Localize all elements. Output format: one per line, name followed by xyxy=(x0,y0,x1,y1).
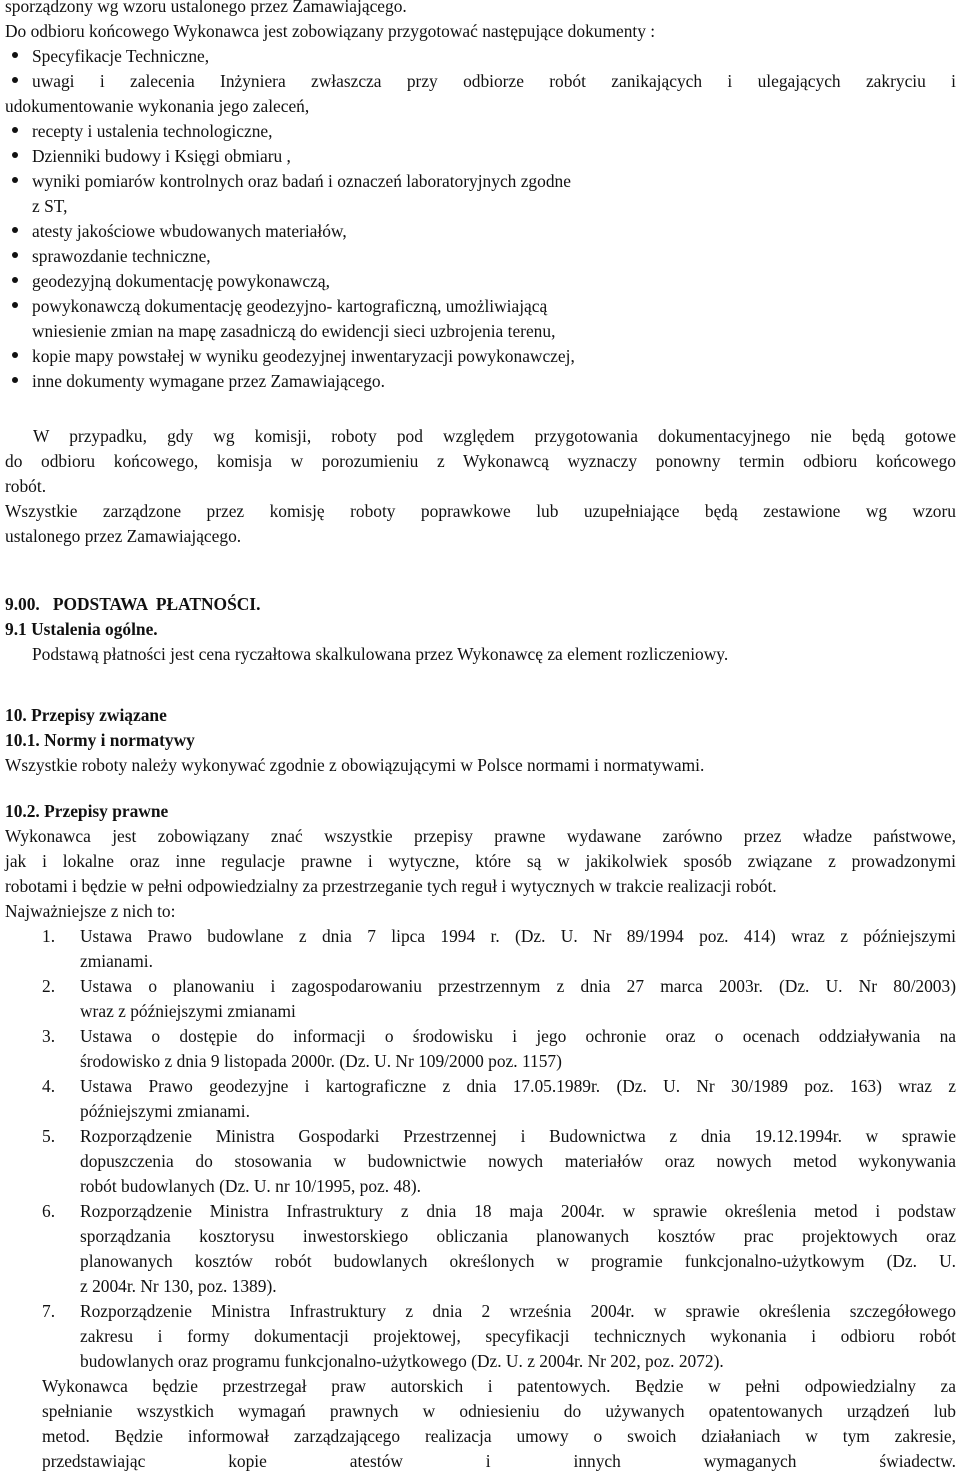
list-item: uwagi i zalecenia Inżyniera zwłaszcza przy odbiorze robót zanikających i ulegających zakryciu i xyxy=(32,71,956,91)
bullet-icon xyxy=(12,127,18,133)
list-item-continuation: późniejszymi zmianami. xyxy=(80,1101,250,1121)
list-item: wyniki pomiarów kontrolnych oraz badań i oznaczeń laboratoryjnych zgodne xyxy=(32,171,571,191)
paragraph-line: przedstawiając kopie atestów i innych wymaganych świadectw. xyxy=(42,1451,956,1471)
list-number: 3. xyxy=(42,1026,56,1046)
section-heading: 10. Przepisy związane xyxy=(5,705,167,725)
bullet-icon xyxy=(12,177,18,183)
paragraph-line: Najważniejsze z nich to: xyxy=(5,901,176,921)
list-number: 4. xyxy=(42,1076,56,1096)
list-item: powykonawczą dokumentację geodezyjno- kartograficzną, umożliwiającą xyxy=(32,296,548,316)
intro-line: Do odbioru końcowego Wykonawca jest zobowiązany przygotować następujące dokumenty : xyxy=(5,21,656,41)
paragraph-line: spełnianie wszystkich wymagań prawnych w odniesieniu do używanych opatentowanych urządzeń lub xyxy=(42,1401,956,1421)
list-item: sprawozdanie techniczne, xyxy=(32,246,211,266)
paragraph-line: ustalonego przez Zamawiającego. xyxy=(5,526,242,546)
list-item: kopie mapy powstałej w wyniku geodezyjnej inwentaryzacji powykonawczej, xyxy=(32,346,575,366)
list-item-continuation: z ST, xyxy=(32,196,68,216)
list-item: Rozporządzenie Ministra Gospodarki Przestrzennej i Budownictwa z dnia 19.12.1994r. w sprawie xyxy=(80,1126,956,1146)
list-item-continuation: wniesienie zmian na mapę zasadniczą do ewidencji sieci uzbrojenia terenu, xyxy=(32,321,556,341)
list-item-continuation: sporządzania kosztorysu inwestorskiego obliczania planowanych kosztów prac projektowych oraz xyxy=(80,1226,956,1246)
bullet-icon xyxy=(12,302,18,308)
bullet-icon xyxy=(12,152,18,158)
bullet-icon xyxy=(12,277,18,283)
paragraph-line: W przypadku, gdy wg komisji, roboty pod względem przygotowania dokumentacyjnego nie będą gotowe xyxy=(33,426,956,446)
list-item-continuation: zmianami. xyxy=(80,951,153,971)
paragraph-line: do odbioru końcowego, komisja w porozumieniu z Wykonawcą wyznaczy ponowny termin odbioru końcowego xyxy=(5,451,956,471)
subsection-heading: 9.1 Ustalenia ogólne. xyxy=(5,619,158,639)
list-item: recepty i ustalenia technologiczne, xyxy=(32,121,273,141)
list-item-continuation: zakresu i formy dokumentacji projektowej, specyfikacji technicznych wykonania i odbioru robót xyxy=(80,1326,956,1346)
intro-line: sporządzony wg wzoru ustalonego przez Zamawiającego. xyxy=(5,0,407,16)
paragraph-line: Podstawą płatności jest cena ryczałtowa skalkulowana przez Wykonawcę za element rozliczeniowy. xyxy=(32,644,729,664)
list-item: inne dokumenty wymagane przez Zamawiającego. xyxy=(32,371,385,391)
list-item: Ustawa Prawo geodezyjne i kartograficzne z dnia 17.05.1989r. (Dz. U. Nr 30/1989 poz. 163) wraz z xyxy=(80,1076,956,1096)
list-item: Ustawa Prawo budowlane z dnia 7 lipca 1994 r. (Dz. U. Nr 89/1994 poz. 414) wraz z późniejszymi xyxy=(80,926,956,946)
paragraph-line: robotami i będzie w pełni odpowiedzialny za przestrzeganie tych reguł i wytycznych w trakcie realizacji robót. xyxy=(5,876,777,896)
list-number: 5. xyxy=(42,1126,56,1146)
bullet-icon xyxy=(12,227,18,233)
list-number: 7. xyxy=(42,1301,56,1321)
list-item: Specyfikacje Techniczne, xyxy=(32,46,210,66)
list-number: 1. xyxy=(42,926,56,946)
paragraph-line: Wszystkie roboty należy wykonywać zgodnie z obowiązującymi w Polsce normami i normatywami. xyxy=(5,755,705,775)
list-item: geodezyjną dokumentację powykonawczą, xyxy=(32,271,330,291)
list-item: Rozporządzenie Ministra Infrastruktury z dnia 18 maja 2004r. w sprawie określenia metod i podstaw xyxy=(80,1201,956,1221)
list-item-continuation: budowlanych oraz programu funkcjonalno-użytkowego (Dz. U. z 2004r. Nr 202, poz. 2072). xyxy=(80,1351,724,1371)
bullet-icon xyxy=(12,252,18,258)
list-item-continuation: robót budowlanych (Dz. U. nr 10/1995, poz. 48). xyxy=(80,1176,421,1196)
bullet-icon xyxy=(12,377,18,383)
list-item: atesty jakościowe wbudowanych materiałów, xyxy=(32,221,347,241)
list-item-continuation: z 2004r. Nr 130, poz. 1389). xyxy=(80,1276,277,1296)
list-item-continuation: planowanych kosztów robót budowlanych określonych w programie funkcjonalno-użytkowym (Dz. U. xyxy=(80,1251,956,1271)
list-item: Rozporządzenie Ministra Infrastruktury z dnia 2 września 2004r. w sprawie określenia szczegółowego xyxy=(80,1301,956,1321)
paragraph-line: jak i lokalne oraz inne regulacje prawne i wytyczne, które są w jakikolwiek sposób związane z prowadzonymi xyxy=(5,851,956,871)
list-item: Ustawa o planowaniu i zagospodarowaniu przestrzennym z dnia 27 marca 2003r. (Dz. U. Nr 80/2003) xyxy=(80,976,956,996)
subsection-heading: 10.1. Normy i normatywy xyxy=(5,730,195,750)
paragraph-line: Wykonawca będzie przestrzegał praw autorskich i patentowych. Będzie w pełni odpowiedzialny za xyxy=(42,1376,956,1396)
list-item-continuation: wraz z późniejszymi zmianami xyxy=(80,1001,296,1021)
list-number: 2. xyxy=(42,976,56,996)
paragraph-line: Wykonawca jest zobowiązany znać wszystkie przepisy prawne wydawane zarówno przez władze państwowe, xyxy=(5,826,956,846)
bullet-icon xyxy=(12,52,18,58)
list-item-continuation: udokumentowanie wykonania jego zaleceń, xyxy=(5,96,310,116)
list-number: 6. xyxy=(42,1201,56,1221)
section-heading: 9.00. PODSTAWA PŁATNOŚCI. xyxy=(5,594,261,614)
paragraph-line: Wszystkie zarządzone przez komisję roboty poprawkowe lub uzupełniające będą zestawione wg wzoru xyxy=(5,501,956,521)
paragraph-line: robót. xyxy=(5,476,47,496)
bullet-icon xyxy=(12,77,18,83)
list-item-continuation: dopuszczenia do stosowania w budownictwie nowych materiałów oraz nowych metod wykonywania xyxy=(80,1151,956,1171)
list-item: Dzienniki budowy i Księgi obmiaru , xyxy=(32,146,291,166)
list-item: Ustawa o dostępie do informacji o środowisku i jego ochronie oraz o ocenach oddziaływania na xyxy=(80,1026,956,1046)
subsection-heading: 10.2. Przepisy prawne xyxy=(5,801,169,821)
list-item-continuation: środowisko z dnia 9 listopada 2000r. (Dz. U. Nr 109/2000 poz. 1157) xyxy=(80,1051,562,1071)
paragraph-line: metod. Będzie informował zarządzającego realizacja umowy o swoich działaniach w tym zakresie, xyxy=(42,1426,956,1446)
bullet-icon xyxy=(12,352,18,358)
